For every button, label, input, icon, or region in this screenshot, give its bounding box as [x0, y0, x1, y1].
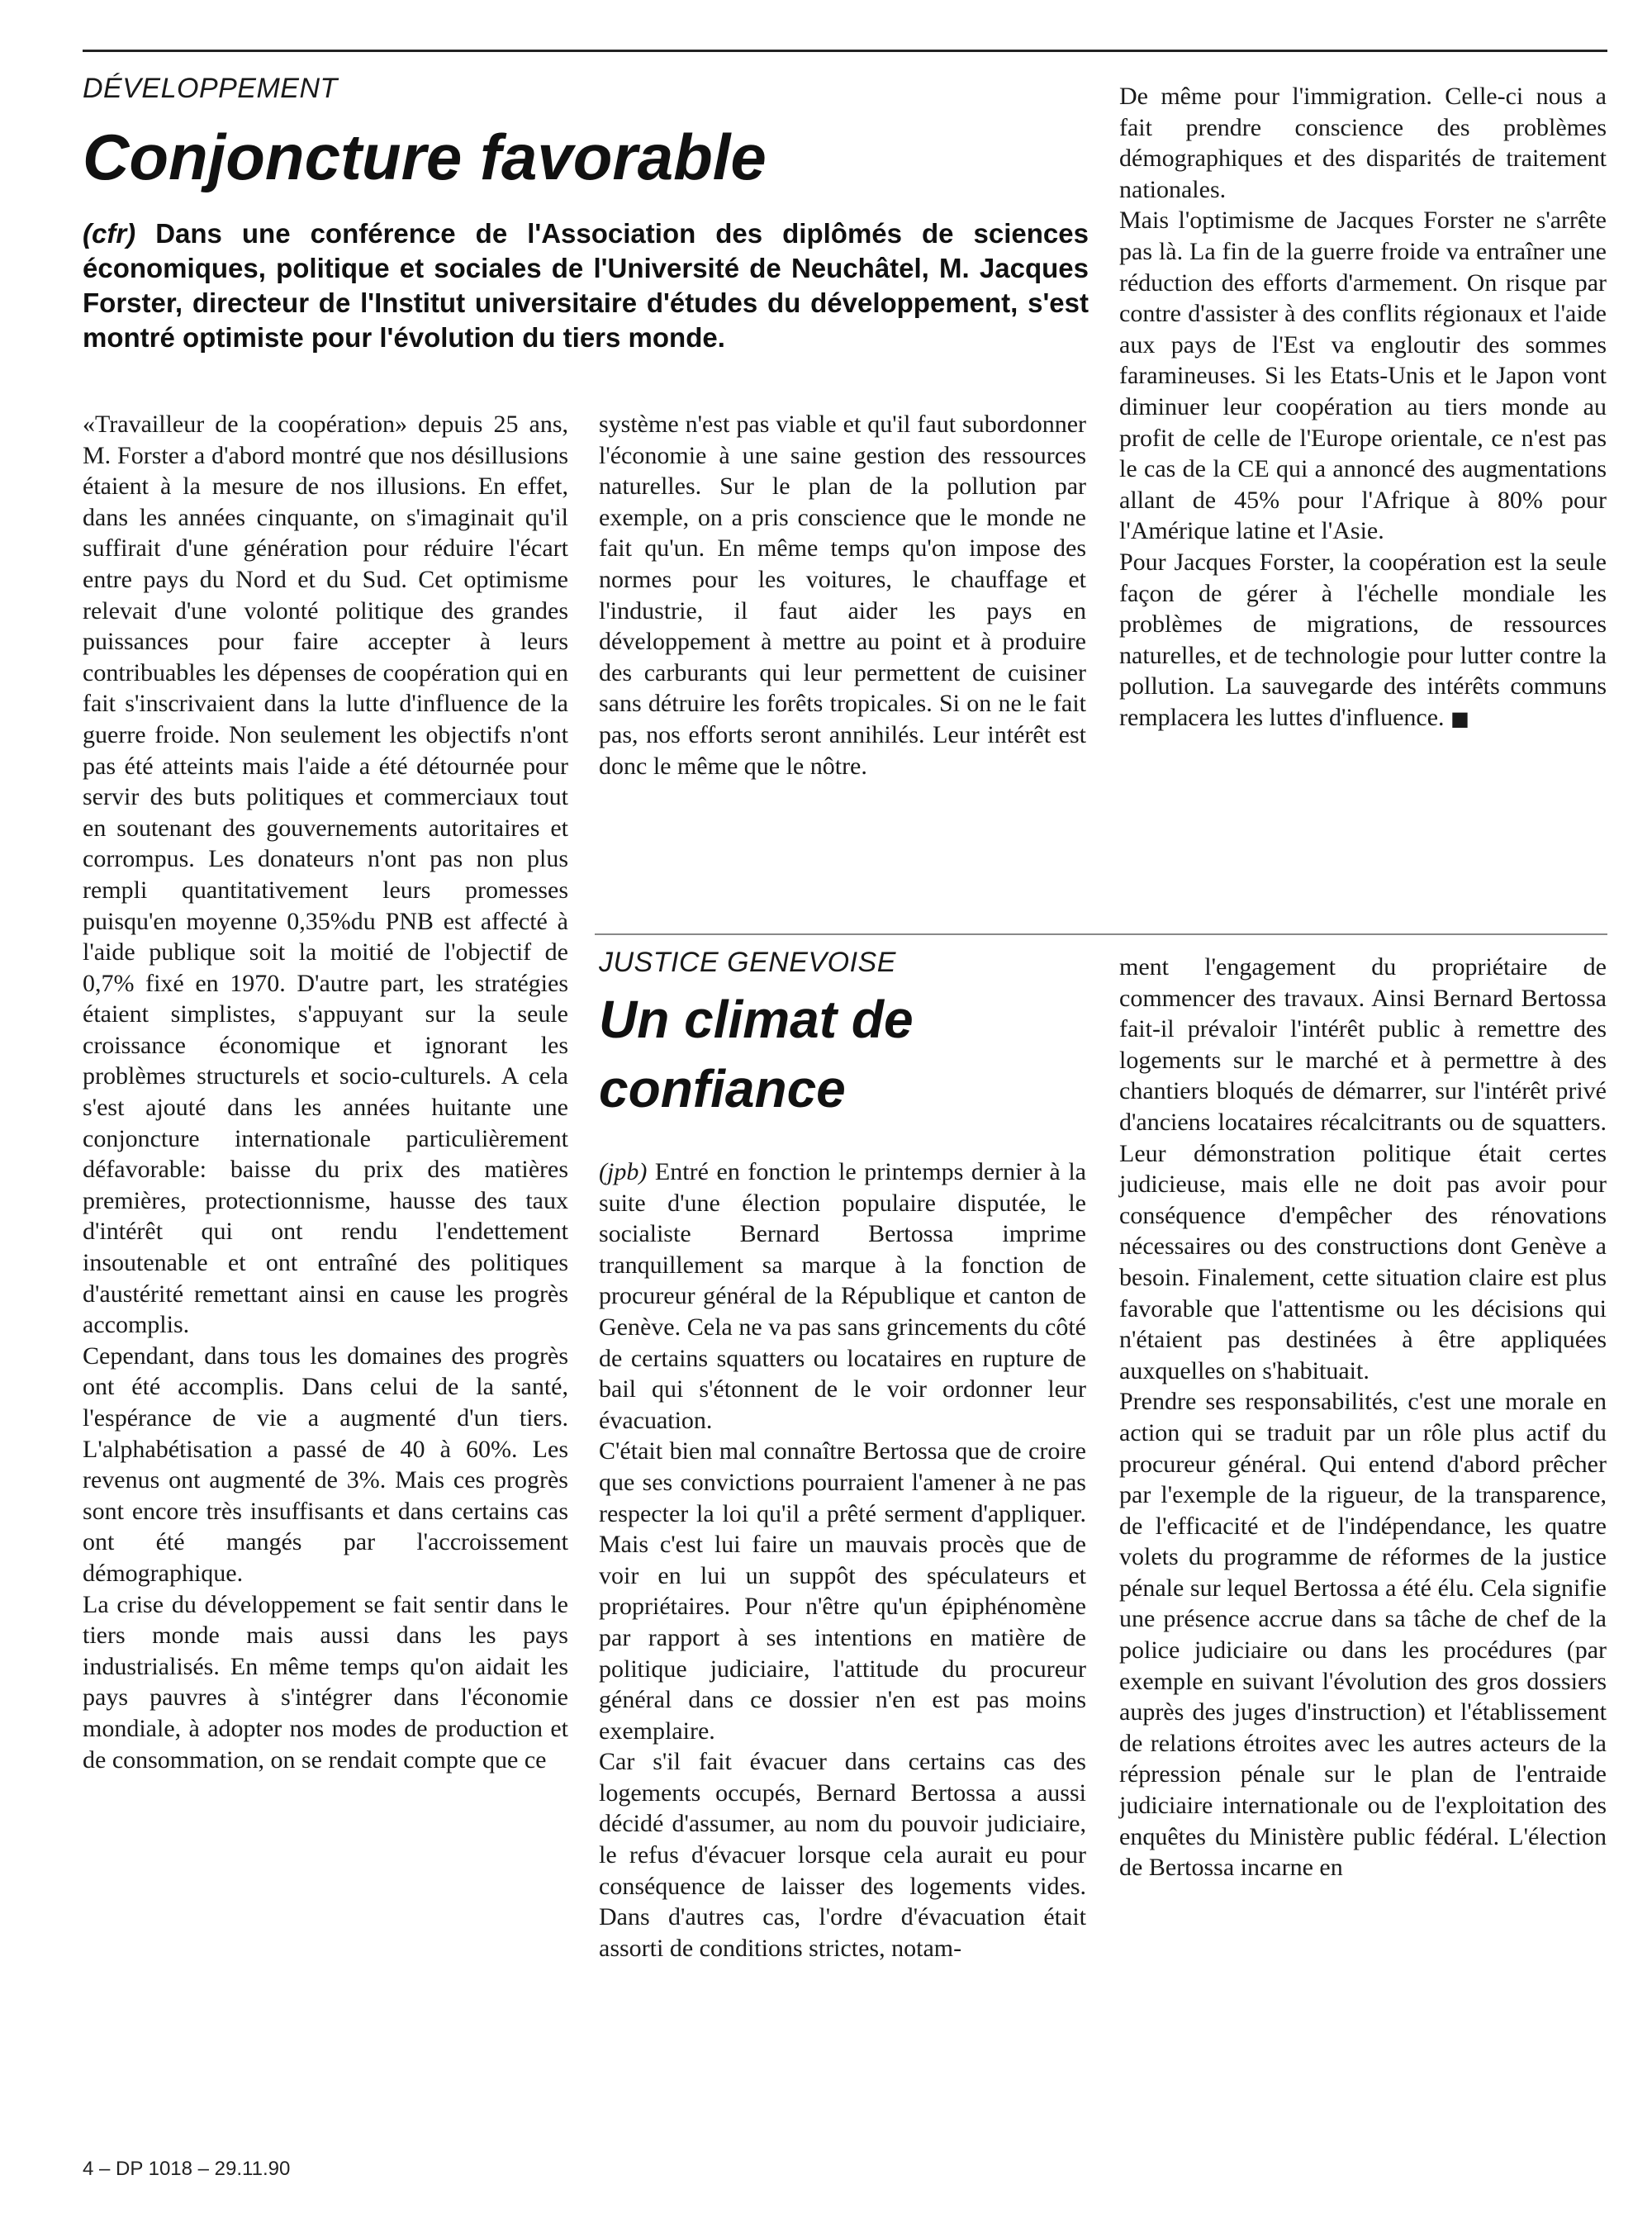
article1-lead-text: Dans une conférence de l'Association des diplômés de sciences économiques, politique et sociales de l'Université de Neuchâtel, M. Jacques Forster, directeur de l'Institut universitaire d'études du développement, s'est montré optimiste pour l'évolution du tiers monde.: [83, 218, 1089, 353]
paragraph: Car s'il fait évacuer dans certains cas des logements occupés, Bernard Bertossa a aussi décidé d'assumer, au nom du pouvoir judiciaire, le refus d'évacuer lorsque cela aurait eu pour conséquence de laisser des logements vides. Dans d'autres cas, l'ordre d'évacuation était assorti de conditions strictes, notam-: [599, 1748, 1086, 1962]
article1-kicker: DÉVELOPPEMENT: [83, 73, 338, 104]
paragraph-text: Entré en fonction le printemps dernier à la suite d'une élection populaire disputée, le socialiste Bernard Bertossa imprime tranquillement sa marque à la fonction de procureur général de la République et canton de Genève. Cela ne va pas sans grincements du côté de certains squatters ou locataires en rupture de bail qui s'étonnent de le voir ordonner leur évacuation.: [599, 1158, 1086, 1434]
paragraph: De même pour l'immigration. Celle-ci nous a fait prendre conscience des problèmes démographiques et des disparités de traitement nationales.: [1119, 83, 1607, 203]
article1-lead: [83, 216, 1089, 355]
article2-title-line-2: confiance: [599, 1059, 846, 1118]
paragraph: C'était bien mal connaître Bertossa que de croire que ses convictions pourraient l'amener à ne pas respecter la loi qu'il a prêté serment d'appliquer. Mais c'est lui faire un mauvais procès que de voir en lui un suppôt des spéculateurs et propriétaires. Pour n'être qu'un épiphénomène par rapport à ses intentions en matière de politique judiciaire, l'attitude du procureur général dans ce dossier n'en est pas moins exemplaire.: [599, 1437, 1086, 1745]
paragraph-text: Pour Jacques Forster, la coopération est la seule façon de gérer à l'échelle mondiale les problèmes de migrations, de ressources naturelles, et de technologie pour lutter contre la pollution. La sauvegarde des intérêts communs remplacera les luttes d'influence.: [1119, 548, 1607, 731]
section-divider: [595, 933, 1607, 935]
article2-column-2: [599, 1156, 1086, 1964]
article1-lead-tag: (cfr): [83, 218, 136, 249]
article2-title-line-1: Un climat de: [599, 990, 914, 1049]
article1-column-1: [83, 409, 568, 1775]
paragraph: La crise du développement se fait sentir dans le tiers monde mais aussi dans les pays industrialisés. En même temps qu'on aidait les pays pauvres à s'intégrer dans l'économie mondiale, à adopter nos modes de production et de consommation, on se rendait compte que ce: [83, 1590, 568, 1774]
article2-title: [599, 985, 914, 1123]
top-rule: [83, 50, 1607, 52]
paragraph: Mais l'optimisme de Jacques Forster ne s'arrête pas là. La fin de la guerre froide va entraîner une réduction des efforts d'armement. On risque par contre d'assister à des conflits régionaux et l'aide aux pays de l'Est va engloutir des sommes faramineuses. Si les Etats-Unis et le Japon vont diminuer leur coopération au tiers monde au profit de celle de l'Europe orientale, ce n'est pas le cas de la CE qui a annoncé des augmentations allant de 45% pour l'Afrique à 80% pour l'Amérique latine et l'Asie.: [1119, 207, 1607, 545]
paragraph: Cependant, dans tous les domaines des progrès ont été accomplis. Dans celui de la santé, l'espérance de vie a augmenté d'un tiers. L'alphabétisation a passé de 40 à 60%. Les revenus ont augmenté de 3%. Mais ces progrès sont encore très insuffisants et dans certains cas ont été mangés par l'accroissement démographique.: [83, 1342, 568, 1587]
article1-column-2: [599, 409, 1086, 781]
article1-column-3: [1119, 81, 1607, 734]
page-footer: 4 – DP 1018 – 29.11.90: [83, 2158, 291, 2180]
paragraph: «Travailleur de la coopération» depuis 25 ans, M. Forster a d'abord montré que nos désillusions étaient à la mesure de nos illusions. En effet, dans les années cinquante, on s'imaginait qu'il suffirait d'une génération pour réduire l'écart entre pays du Nord et du Sud. Cet optimisme relevait d'une volonté politique des grandes puissances pour faire accepter à leurs contribuables les dépenses de coopération qui en fait s'inscrivaient dans la lutte d'influence de la guerre froide. Non seulement les objectifs n'ont pas été atteints mais l'aide a été détournée pour servir des buts politiques et commerciaux tout en soutenant des gouvernements autoritaires et corrompus. Les donateurs n'ont pas non plus rempli quantitativement leurs promesses puisqu'en moyenne 0,35%du PNB est affecté à l'aide publique soit la moitié de l'objectif de 0,7% fixé en 1970. D'autre part, les stratégies étaient simplistes, s'appuyant sur la seule croissance économique et ignorant les problèmes structurels et socio-culturels. A cela s'est ajouté dans les années huitante une conjoncture internationale particulièrement défavorable: baisse du prix des matières premières, protectionnisme, hausse des taux d'intérêt qui ont rendu l'endettement insoutenable et ont entraîné des politiques d'austérité remettant ainsi en cause les progrès accomplis.: [83, 411, 568, 1339]
paragraph: système n'est pas viable et qu'il faut subordonner l'économie à une saine gestion des ressources naturelles. Sur le plan de la pollution par exemple, on a pris conscience que le monde ne fait qu'un. En même temps qu'on impose des normes pour les voitures, le chauffage et l'industrie, il faut aider les pays en développement à mettre au point et à produire des carburants qui leur permettent de cuisiner sans détruire les forêts tropicales. Si on ne le fait pas, nos efforts seront annihilés. Leur intérêt est donc le même que le nôtre.: [599, 411, 1086, 780]
paragraph: [599, 1156, 1086, 1436]
article2-tag: (jpb): [599, 1158, 648, 1185]
article2-kicker: JUSTICE GENEVOISE: [599, 947, 896, 978]
paragraph: ment l'engagement du propriétaire de commencer des travaux. Ainsi Bernard Bertossa fait-il prévaloir l'intérêt public à remettre des logements sur le marché et à permettre à des chantiers bloqués de démarrer, sur l'intérêt privé d'anciens locataires récalcitrants ou de squatters. Leur démonstration politique était certes judicieuse, mais elle ne doit pas avoir pour conséquence d'empêcher des rénovations nécessaires ou des constructions dont Genève a besoin. Finalement, cette situation claire est plus favorable que l'attentisme ou les décisions qui n'étaient pas destinées à être appliquées auxquelles on s'habituait.: [1119, 953, 1607, 1384]
paragraph: [1119, 547, 1607, 735]
article2-column-3: [1119, 952, 1607, 1883]
end-mark-icon: ■: [1450, 706, 1469, 730]
paragraph: Prendre ses responsabilités, c'est une morale en action qui se traduit par un rôle plus actif du procureur général. Qui entend d'abord prêcher par l'exemple de la rigueur, de la transparence, de l'efficacité et de l'indépendance, les quatre volets du programme de réformes de la justice pénale sur lequel Bertossa a été élu. Cela signifie une présence accrue dans sa tâche de chef de la police judiciaire ou dans les procédures (par exemple en suivant l'évolution des gros dossiers auprès des juges d'instruction) et l'établissement de relations étroites avec les autres acteurs de la répression pénale sur le plan de l'entraide judiciaire internationale ou de l'exploitation des enquêtes du Ministère public fédéral. L'élection de Bertossa incarne en: [1119, 1388, 1607, 1882]
article1-title: Conjoncture favorable: [83, 121, 767, 193]
